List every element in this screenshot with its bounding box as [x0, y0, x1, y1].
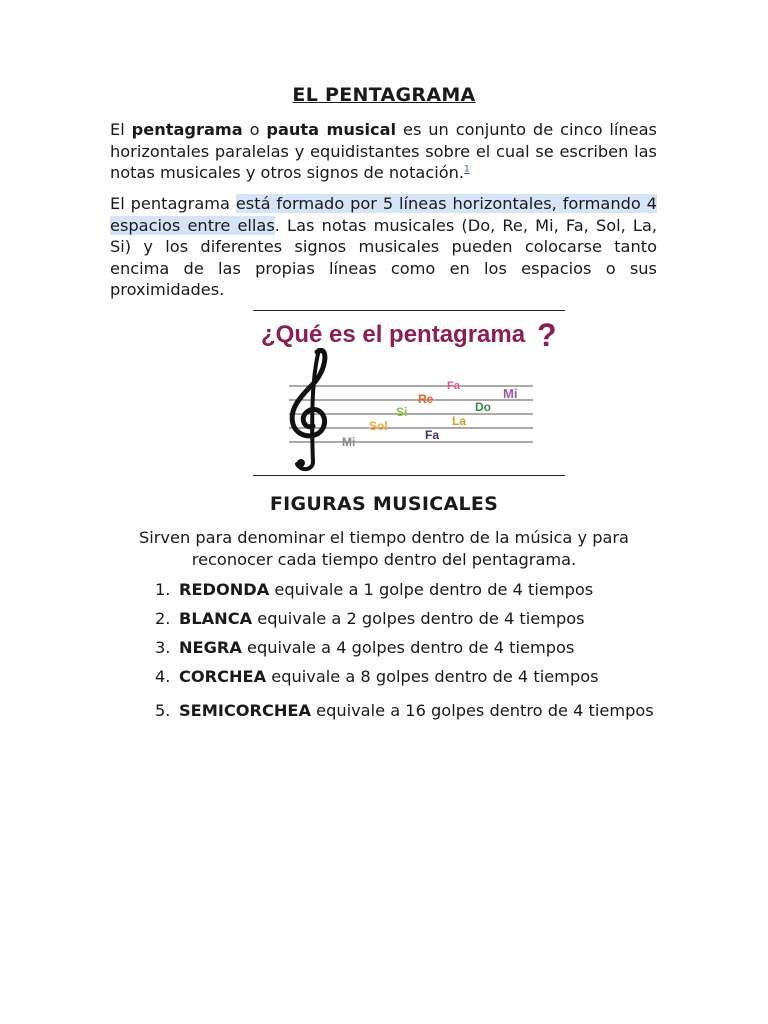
- figure-desc: equivale a 4 golpes dentro de 4 tiempos: [241, 638, 575, 657]
- section-intro: Sirven para denominar el tiempo dentro de la música y para reconocer cada tiempo dentro del pentagrama.: [139, 528, 629, 569]
- figure-name: SEMICORCHEA: [179, 701, 311, 720]
- list-number: 1.: [155, 580, 171, 599]
- list-item: [150, 696, 670, 726]
- note-re: Re: [418, 392, 434, 406]
- list-item: [150, 607, 670, 636]
- paragraph-definition: [110, 119, 657, 184]
- figure-desc: equivale a 1 golpe dentro de 4 tiempos: [269, 580, 594, 599]
- note-mi: Mi: [342, 435, 356, 449]
- bold-term: pauta musical: [266, 120, 397, 139]
- list-number: 5.: [155, 701, 171, 720]
- figure-desc: equivale a 8 golpes dentro de 4 tiempos: [266, 667, 599, 686]
- list-number: 2.: [155, 609, 171, 628]
- figure-name: BLANCA: [179, 609, 253, 628]
- text: es un conjunto de cinco líneas horizontales paralelas y equidistantes sobre el cual se escriben las notas musicales y otros signos de notación.: [110, 120, 657, 182]
- highlighted-text: está formado por 5 líneas horizontales, formando 4 espacios entre ellas: [110, 194, 657, 235]
- text: . Las notas musicales (Do, Re, Mi, Fa, Sol, La, Si) y los diferentes signos musicales pueden colocarse tanto encima de las propias líneas como en los espacios o sus proximidades.: [110, 215, 658, 299]
- section-title: FIGURAS MUSICALES: [269, 493, 499, 515]
- note-si: Si: [396, 405, 408, 419]
- figure-name: CORCHEA: [179, 667, 267, 686]
- text: o: [242, 120, 267, 139]
- list-item: [150, 665, 670, 696]
- figure-name: NEGRA: [179, 638, 242, 657]
- note-sol: Sol: [369, 419, 388, 433]
- figure-question-mark: ?: [537, 317, 557, 353]
- note-do: Do: [475, 400, 491, 414]
- note-fa-low: Fa: [425, 428, 440, 442]
- footnote-link[interactable]: 1: [464, 164, 470, 175]
- text: El pentagrama: [110, 194, 236, 213]
- bold-term: pentagrama: [131, 120, 243, 139]
- figures-list: [150, 578, 670, 726]
- note-fa-high: Fa: [447, 380, 460, 392]
- list-number: 3.: [155, 638, 171, 657]
- page-title: EL PENTAGRAMA: [292, 84, 476, 106]
- figure-heading: ¿Qué es el pentagrama: [261, 321, 526, 348]
- figure-desc: equivale a 2 golpes dentro de 4 tiempos: [252, 609, 585, 628]
- note-mi-high: Mi: [503, 386, 518, 401]
- text: El: [110, 120, 132, 139]
- divider-bottom: [253, 475, 565, 476]
- list-item: [150, 636, 670, 665]
- pentagrama-image: [255, 312, 565, 474]
- figure-name: REDONDA: [179, 580, 270, 599]
- note-la: La: [452, 414, 467, 428]
- divider-top: [253, 310, 565, 311]
- list-number: 4.: [155, 667, 171, 686]
- paragraph-structure: [110, 193, 657, 301]
- figure-desc: equivale a 16 golpes dentro de 4 tiempos: [310, 701, 654, 720]
- list-item: [150, 578, 670, 607]
